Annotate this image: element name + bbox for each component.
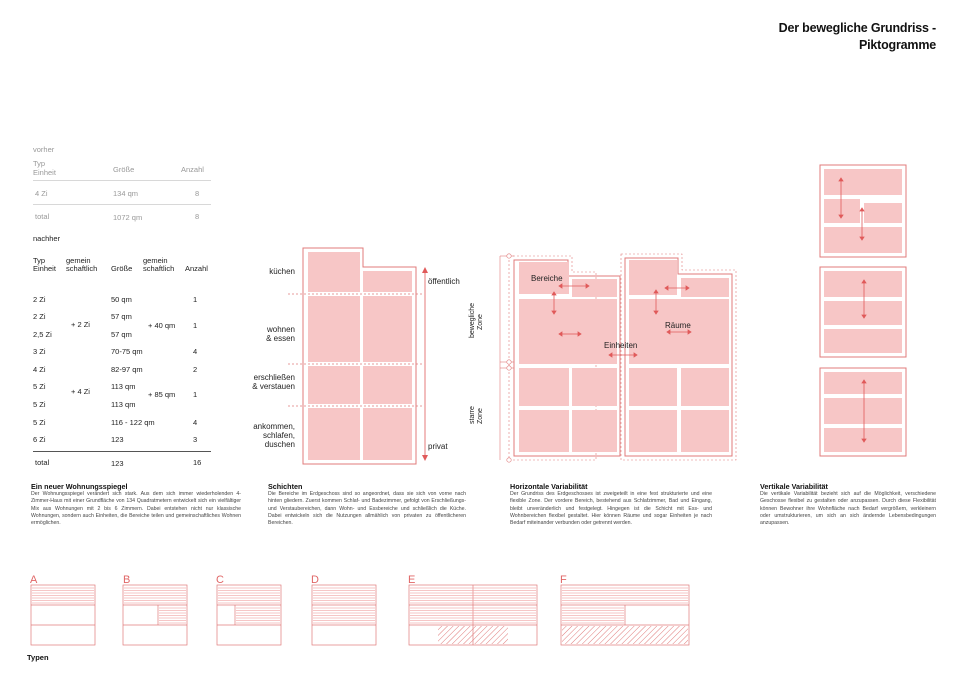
types-caption: Typen — [27, 653, 49, 662]
type-label-a: A — [30, 574, 38, 586]
table-cell: 4 — [193, 347, 198, 356]
table-before-header-groesse: Größe — [113, 165, 135, 174]
table-cell: 70-75 qm — [111, 347, 143, 356]
table-cell: 4 Zi — [35, 189, 48, 198]
label-bewegliche-zone: beweglicheZone — [469, 302, 484, 338]
table-after-header-typ: Typ — [33, 256, 46, 265]
schichten-diagram — [240, 240, 460, 470]
table-cell: 2 Zi — [33, 312, 46, 321]
table-cell: 5 Zi — [33, 382, 46, 391]
label-privat: privat — [428, 442, 448, 451]
section-vertikal — [760, 482, 936, 527]
table-cell: 50 qm — [111, 295, 132, 304]
table-before-caption: vorher — [33, 145, 55, 154]
table-cell: 57 qm — [111, 312, 132, 321]
label-starre-zone: starreZone — [469, 406, 484, 424]
table-after-total-label: total — [35, 458, 50, 467]
table-cell: 1 — [193, 390, 198, 399]
table-after-header-gem2a: gemein — [143, 256, 168, 265]
table-cell: 1 — [193, 321, 198, 330]
section-text: Die vertikale Variabilität bezieht sich auf die Möglichkeit, verschiedene Geschosse flexibel zu gestalten oder anzupassen. Durch diese Flexibilität können Bewohner ihre Wohnfläche nach Bedarf vergrößern, verkleinern oder umstrukturieren, um sich an sich ändernde Lebensbedingungen anzupassen. — [760, 491, 936, 527]
page-title — [779, 20, 936, 54]
layer-ankommen: ankommen, schlafen, duschen — [253, 422, 295, 449]
table-cell: 113 qm — [111, 400, 136, 409]
section-heading: Vertikale Variabilität — [760, 482, 828, 491]
table-group-g3: + 4 Zi — [71, 387, 90, 396]
label-oeffentlich: öffentlich — [428, 277, 460, 286]
layer-wohnen — [266, 325, 295, 343]
vertical-diagram — [818, 163, 910, 458]
table-after-total-anzahl: 16 — [193, 458, 202, 467]
table-cell: 2,5 Zi — [33, 330, 52, 339]
table-before-total-groesse: 1072 qm — [113, 213, 143, 222]
section-heading: Ein neuer Wohnungsspiegel — [31, 482, 128, 491]
section-horizontal — [510, 482, 712, 527]
table-before — [33, 145, 211, 225]
table-cell: 8 — [195, 189, 200, 198]
page-title-line2: Piktogramme — [859, 38, 936, 52]
type-label-f: F — [560, 574, 567, 586]
layer-kuechen: küchen — [269, 267, 295, 276]
type-label-c: C — [216, 574, 224, 586]
table-after-header-groesse: Größe — [111, 264, 133, 273]
table-after-header-gem1b: schaftlich — [66, 264, 98, 273]
type-label-d: D — [311, 574, 319, 586]
table-cell: 134 qm — [113, 189, 139, 198]
table-after — [33, 234, 211, 470]
table-group-g2: + 40 qm — [148, 321, 176, 330]
table-after-caption: nachher — [33, 234, 61, 243]
table-cell: 6 Zi — [33, 435, 46, 444]
table-cell: 116 - 122 qm — [111, 418, 155, 427]
table-cell: 5 Zi — [33, 400, 46, 409]
page-title-line1: Der bewegliche Grundriss - — [778, 21, 936, 35]
table-cell: 123 — [111, 435, 124, 444]
table-after-header-einheit: Einheit — [33, 264, 56, 273]
table-cell: 3 Zi — [33, 347, 46, 356]
section-wohnungsspiegel — [31, 482, 241, 527]
table-after-total-groesse: 123 — [111, 459, 124, 468]
table-cell: 5 Zi — [33, 418, 46, 427]
table-cell: 57 qm — [111, 330, 132, 339]
table-before-header-einheit: Einheit — [33, 168, 56, 177]
table-after-header-anzahl: Anzahl — [185, 264, 208, 273]
table-cell: 3 — [193, 435, 198, 444]
table-cell: 2 — [193, 365, 198, 374]
table-cell: 1 — [193, 295, 198, 304]
section-schichten — [268, 482, 466, 527]
table-after-header-gem2b: schaftlich — [143, 264, 175, 273]
section-heading: Horizontale Variabilität — [510, 482, 588, 491]
section-text: Die Bereiche im Erdgeschoss sind so angeordnet, dass sie sich von vorne nach hinten gliedern. Zuerst kommen Schlaf- und Badezimmer, gefolgt von Erschließungs- und Verstaubereichen, dann Wohn- und Essbereiche und schließlich die Küche. Dabei entwickeln sich die Nutzungen allmählich von privaten zu öffentlicheren Bereichen. — [268, 491, 466, 527]
layer-erschliessen: erschließen & verstauen — [252, 373, 295, 391]
table-cell: 4 — [193, 418, 198, 427]
table-before-total-label: total — [35, 212, 50, 221]
layer-wohnen-line1: wohnen — [266, 325, 295, 334]
table-cell: 4 Zi — [33, 365, 46, 374]
horizontal-diagram — [462, 238, 744, 468]
table-group-g1: + 2 Zi — [71, 320, 90, 329]
layer-wohnen-line2: & essen — [266, 334, 295, 343]
label-einheiten: Einheiten — [604, 341, 638, 350]
section-text: Der Wohnungsspiegel verändert sich stark. Aus dem sich immer wiederholenden 4-Zimmer-Haus mit einer Grundfläche von 134 Quadratmetern entwickelt sich ein vielfältiger Mix aus Wohnungen mit 2 bis 6 Zimmern. Dabei entstehen nicht nur klassische Wohnungen, sondern auch Einheiten, die Bereiche teilen und gemeinschaftliches Wohnen ermöglichen. — [31, 491, 241, 527]
label-raeume: Räume — [665, 321, 691, 330]
table-after-header-gem1a: gemein — [66, 256, 91, 265]
section-heading: Schichten — [268, 482, 303, 491]
types-diagram — [28, 570, 693, 650]
section-text: Der Grundriss des Erdgeschosses ist zweigeteilt in eine fest strukturierte und eine flexible Zone. Der vordere Bereich, bestehend aus Schlafzimmer, Bad und Eingang, bleibt unveränderlich und festgelegt. Hingegen ist die Schicht mit Ess- und Wohnbereichen flexibel gestaltet. Hier können Räume und sogar Einheiten je nach Bedarf miteinander verbunden oder getrennt werden. — [510, 491, 712, 527]
table-before-header-typ: Typ — [33, 159, 46, 168]
type-label-e: E — [408, 574, 416, 586]
table-cell: 113 qm — [111, 382, 136, 391]
label-bereiche: Bereiche — [531, 274, 563, 283]
type-label-b: B — [123, 574, 131, 586]
table-before-total-anzahl: 8 — [195, 212, 200, 221]
table-cell: 2 Zi — [33, 295, 46, 304]
table-cell: 82-97 qm — [111, 365, 143, 374]
table-group-g4: + 85 qm — [148, 390, 176, 399]
table-before-header-anzahl: Anzahl — [181, 165, 204, 174]
